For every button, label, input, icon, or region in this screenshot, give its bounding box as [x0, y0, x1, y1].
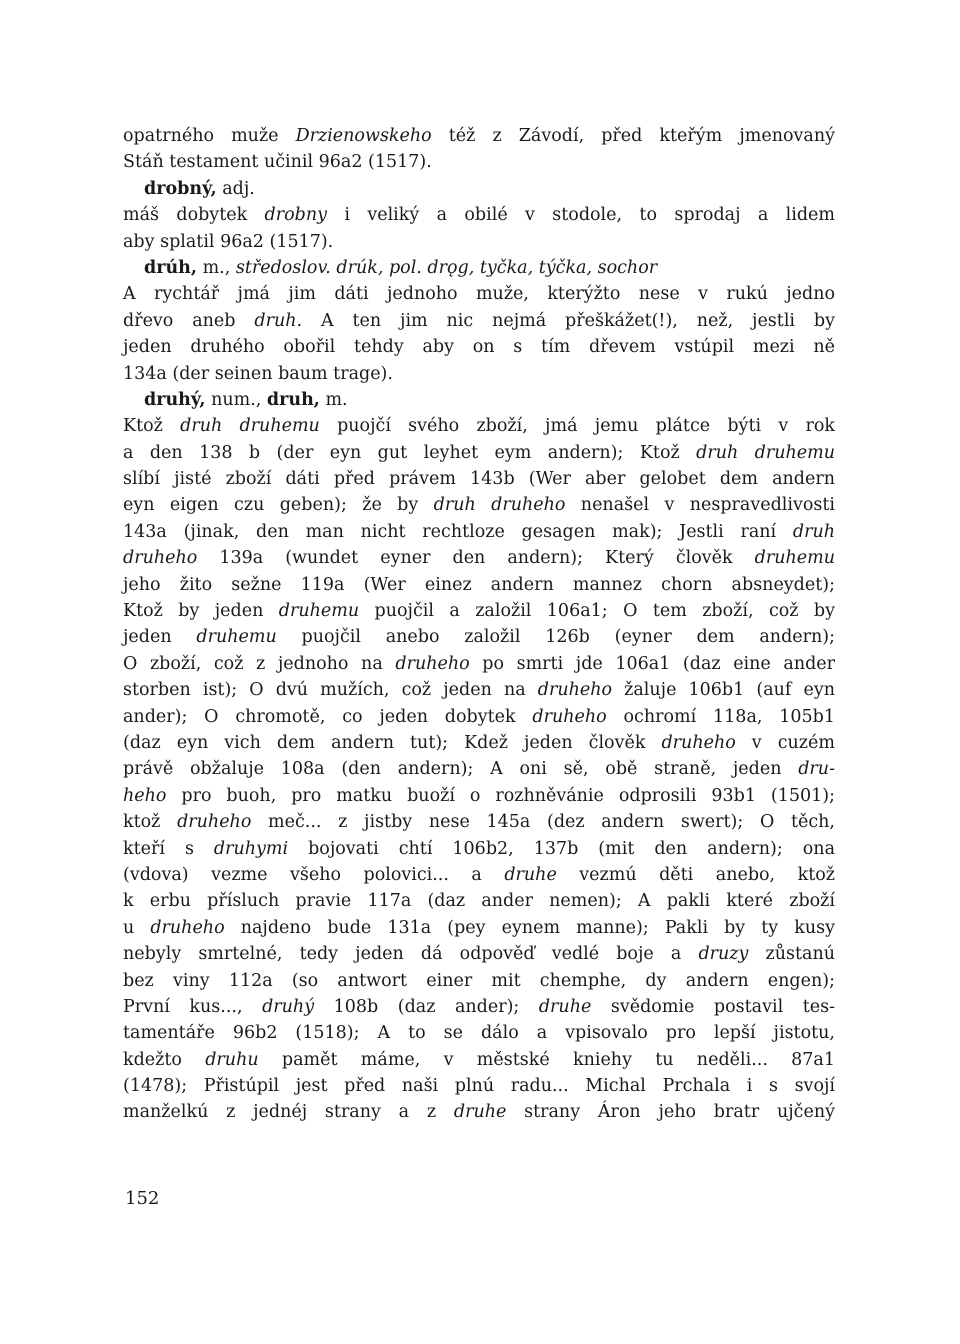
text-line-24: (daz eyn vich dem andern tut); Kdež jeden člověk druheho v cuzém — [123, 732, 835, 753]
text-line-9: jeden druhého obořil tehdy aby on s tím dřevem vstúpil mezi ně — [123, 337, 835, 358]
text-line-21: O zboží, což z jednoho na druheho po smrti jde 106a1 (daz eine ander — [123, 653, 836, 674]
text-line-19: Ktož by jeden druhemu puojčil a založil 106a1; O tem zboží, což by — [123, 601, 835, 622]
text-line-22: storben ist); O dvú mužích, což jeden na druheho žaluje 106b1 (auf eyn — [123, 680, 835, 701]
text-line-16: 143a (jinak, den man nicht rechtloze gesagen mak); Jestli raní druh — [123, 521, 835, 542]
text-line-15: eyn eigen czu geben); že by druh druheho nenašel v nespravedlivosti — [123, 495, 835, 516]
text-line-12: Ktož druh druhemu puojčí svého zboží, jmá jemu plátce býti v rok — [123, 416, 835, 437]
text-line-31: u druheho najdeno bude 131a (pey eynem manne); Pakli by ty kusy — [123, 917, 835, 938]
text-line-37: (1478); Přistúpil jest před naši plnú radu... Michal Prchala i s svojí — [123, 1076, 835, 1097]
entry-heading-drobny: drobný, adj. — [144, 178, 255, 199]
entry-heading-druh: drúh, m., středoslov. drúk, pol. drǫg, tyčka, týčka, sochor — [144, 257, 658, 278]
page-number: 152 — [125, 1188, 160, 1209]
text-line-1: opatrného muže Drzienowskeho též z Závodí, před kteřým jmenovaný — [123, 126, 835, 146]
text-line-25: právě obžaluje 108a (den andern); A oni sě, obě straně, jeden dru- — [123, 759, 835, 780]
text-line-14: slíbí jisté zboží dáti před právem 143b (Wer aber gelobet dem andern — [123, 469, 835, 490]
text-line-10: 134a (der seinen baum trage). — [123, 363, 393, 384]
text-line-28: kteří s druhymi bojovati chtí 106b2, 137b (mit den andern); ona — [123, 838, 835, 859]
text-line-33: bez viny 112a (so antwort einer mit chemphe, dy andern engen); — [123, 970, 835, 991]
text-line-29: (vdova) vezme všeho polovici... a druhe vezmú děti anebo, ktož — [123, 864, 835, 885]
text-line-34: První kus..., druhý 108b (daz ander); druhe svědomie postavil tes- — [123, 996, 835, 1017]
text-line-13: a den 138 b (der eyn gut leyhet eym andern); Ktož druh druhemu — [123, 442, 835, 463]
text-line-5: aby splatil 96a2 (1517). — [123, 231, 334, 252]
text-line-36: kdežto druhu pamět máme, v městské kniehy tu neděli... 87a1 — [123, 1049, 835, 1070]
text-line-27: ktož druheho meč... z jistby nese 145a (dez andern swert); O těch, — [123, 812, 835, 833]
text-line-2: Stáň testament učinil 96a2 (1517). — [123, 152, 432, 173]
entry-heading-druhy: druhý, num., druh, m. — [144, 389, 348, 410]
text-line-32: nebyly smrtelné, tedy jeden dá odpověď vedlé boje a druzy zůstanú — [123, 944, 835, 965]
text-line-4: máš dobytek drobny i veliký a obilé v stodole, to sprodaj a lidem — [123, 205, 835, 226]
text-line-38: manželkú z jednéj strany a z druhe strany Áron jeho bratr ujčený — [123, 1102, 835, 1123]
text-line-35: tamentáře 96b2 (1518); A to se dálo a vpisovalo pro lepší jistotu, — [123, 1023, 835, 1044]
text-line-23: ander); O chromotě, co jeden dobytek druheho ochromí 118a, 105b1 — [123, 706, 835, 727]
text-line-7: A rychtář jmá jim dáti jednoho muže, kterýžto nese v rukú jedno — [123, 284, 835, 305]
text-line-20: jeden druhemu puojčil anebo založil 126b (eyner dem andern); — [123, 627, 835, 648]
text-line-26: heho pro buoh, pro matku buoží o rozhněvánie odprosili 93b1 (1501); — [123, 785, 835, 806]
text-line-17: druheho 139a (wundet eyner den andern); Který člověk druhemu — [123, 548, 835, 569]
dictionary-page-body — [123, 123, 835, 1126]
text-line-30: k erbu přísluch pravie 117a (daz ander nemen); A pakli které zboží — [123, 891, 835, 912]
text-line-8: dřevo aneb druh. A ten jim nic nejmá přeškážet(!), než, jestli by — [123, 310, 835, 331]
text-line-18: jeho žito sežne 119a (Wer einez andern mannez chorn absneydet); — [123, 574, 835, 595]
